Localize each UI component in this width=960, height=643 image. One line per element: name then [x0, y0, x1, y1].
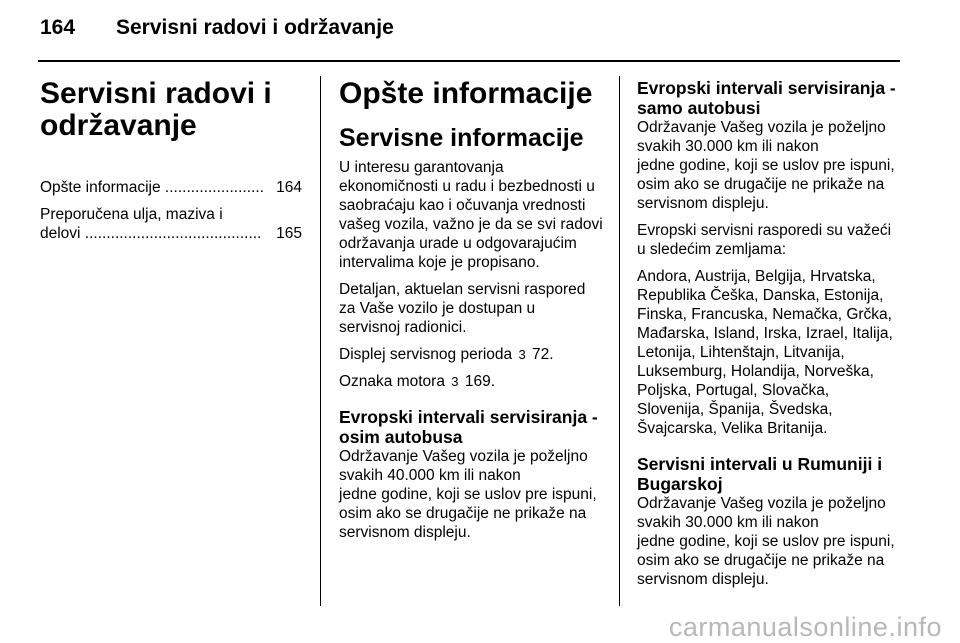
- intervals-column: [637, 78, 905, 597]
- paragraph-europe-bus-only: Održavanje Vašeg vozila je poželjno svakih 30.000 km ili nakon jedne godine, koji se uslov pre ispuni, osim ako se drugačije ne prikaže na servisnom displeju.: [637, 119, 895, 212]
- cross-reference-arrow-icon: 3: [451, 374, 459, 389]
- paragraph-valid-countries-intro: Evropski servisni rasporedi su važeći u sledećim zemljama:: [637, 222, 892, 258]
- subsection-title: Servisne informacije: [339, 124, 584, 152]
- paragraph-display-ref: Displej servisnog perioda 3 72.: [339, 346, 554, 363]
- cross-reference-arrow-icon: 3: [518, 347, 526, 362]
- paragraph-schedule: Detaljan, aktuelan servisni raspored za Vaše vozilo je dostupan u servisnoj radionici.: [339, 281, 586, 336]
- toc-page-number: 165: [276, 225, 302, 242]
- page-reference-link[interactable]: 169.: [464, 373, 495, 390]
- page-reference-link[interactable]: 72.: [532, 346, 554, 363]
- running-title: Servisni radovi i održavanje: [116, 16, 394, 39]
- column-divider-right: [619, 76, 620, 606]
- heading-europe-bus-only: Evropski intervali servisiranja - samo autobusi: [637, 78, 896, 118]
- paragraph-romania-bulgaria: Održavanje Vašeg vozila je poželjno svakih 30.000 km ili nakon jedne godine, koji se uslov pre ispuni, osim ako se drugačije ne prikaže na servisnom displeju.: [637, 495, 895, 588]
- paragraph-country-list: Andora, Austrija, Belgija, Hrvatska, Republika Češka, Danska, Estonija, Finska, Francuska, Nemačka, Grčka, Mađarska, Island, Irska, Izrael, Italija, Letonija, Lihtenštajn, Litvanija, Luksemburg, Holandija, Norveška, Poljska, Portugal, Slovačka, Slovenija, Španija, Švedska, Švajcarska, Velika Britanija.: [637, 268, 893, 437]
- heading-europe-except-bus: Evropski intervali servisiranja - osim autobusa: [339, 407, 598, 447]
- column-divider-left: [320, 76, 321, 606]
- chapter-title: Servisni radovi i održavanje: [40, 77, 272, 142]
- section-title: Opšte informacije: [339, 77, 593, 110]
- watermark: carmanualsonline.info: [668, 612, 942, 642]
- paragraph-intro: U interesu garantovanja ekonomičnosti u radu i bezbednosti u saobraćaju kao i očuvanja vrednosti vašeg vozila, važno je da se svi radovi održavanja urade u odgovarajućim intervalima koje je propisano.: [339, 159, 603, 271]
- page-number: 164: [40, 16, 76, 39]
- toc-page-number: 164: [276, 179, 302, 196]
- toc-entry-general-info[interactable]: Opšte informacije ....................... 164: [40, 179, 302, 196]
- general-info-column: [339, 78, 604, 550]
- table-of-contents: [40, 178, 302, 243]
- page-header: [38, 14, 900, 62]
- heading-romania-bulgaria: Servisni intervali u Rumuniji i Bugarskoj: [637, 454, 883, 494]
- paragraph-europe-except-bus: Održavanje Vašeg vozila je poželjno svakih 40.000 km ili nakon jedne godine, koji se uslov pre ispuni, osim ako se drugačije ne prikaže na servisnom displeju.: [339, 448, 597, 541]
- paragraph-engine-ref: Oznaka motora 3 169.: [339, 373, 495, 390]
- toc-column: [40, 78, 302, 251]
- toc-entry-oils-lubricants[interactable]: Preporučena ulja, maziva i delovi ......................................... 165: [40, 206, 302, 242]
